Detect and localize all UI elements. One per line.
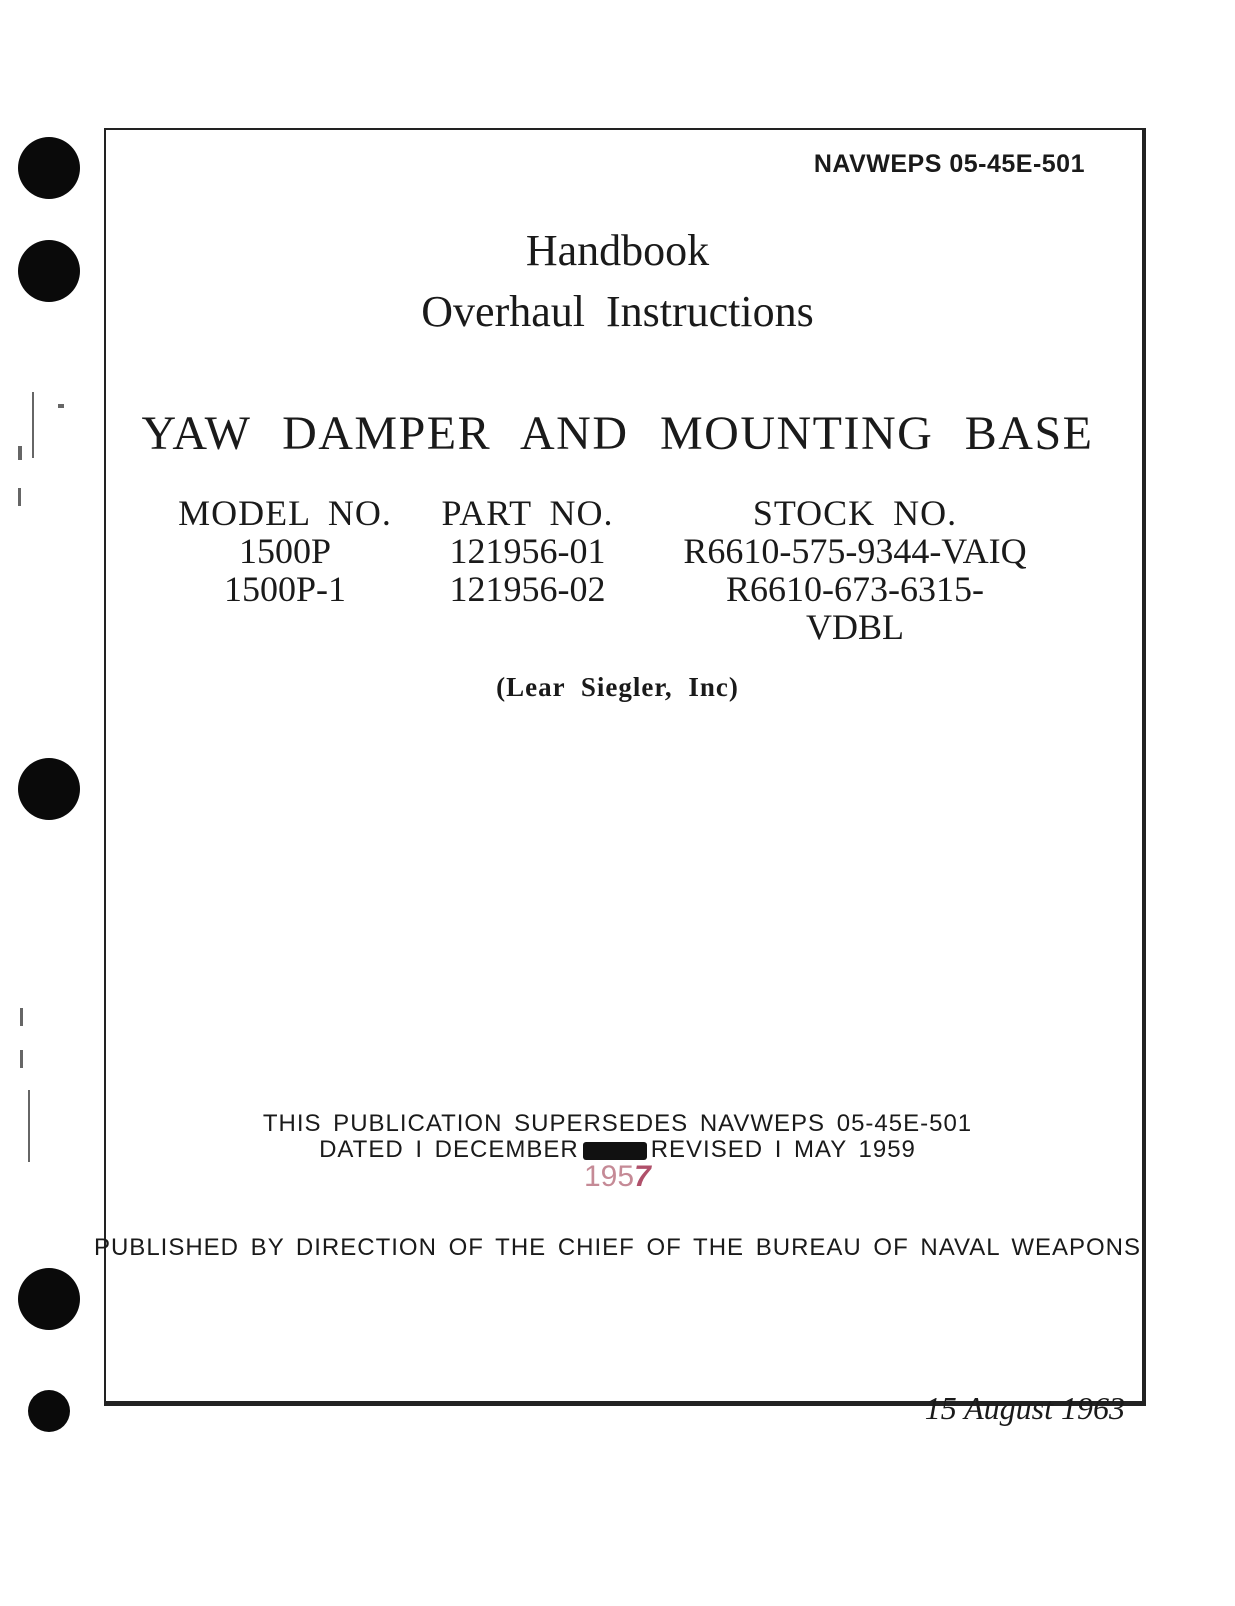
part-value: 121956-02 <box>449 569 606 609</box>
supersedes-revised: REVISED I MAY 1959 <box>650 1136 916 1163</box>
model-header: MODEL NO. <box>178 493 392 533</box>
binder-hole <box>18 758 80 820</box>
stock-column <box>680 494 1030 646</box>
stock-value: R6610-575-9344-VAIQ <box>683 531 1027 571</box>
supersedes-notice: THIS PUBLICATION SUPERSEDES NAVWEPS 05-45E-501 <box>262 1110 973 1137</box>
handwritten-year-digits: 195 <box>584 1160 635 1193</box>
handwritten-year <box>584 1160 651 1194</box>
published-by: PUBLISHED BY DIRECTION OF THE CHIEF OF THE BUREAU OF NAVAL WEAPONS <box>93 1234 1142 1261</box>
supersedes-dated: DATED I DECEMBER <box>319 1136 579 1163</box>
part-header: PART NO. <box>441 493 614 533</box>
scan-mark <box>20 1050 23 1068</box>
main-title: YAW DAMPER AND MOUNTING BASE <box>141 407 1094 460</box>
handwritten-year-correction: 7 <box>634 1160 651 1193</box>
binder-hole <box>18 1268 80 1330</box>
stock-header: STOCK NO. <box>752 493 958 533</box>
struck-year-mark <box>583 1142 647 1160</box>
part-value: 121956-01 <box>449 531 606 571</box>
title-overhaul-instructions: Overhaul Instructions <box>421 287 814 336</box>
publication-date: 15 August 1963 <box>924 1390 1125 1426</box>
stock-value: R6610-673-6315-VDBL <box>726 569 984 647</box>
model-value: 1500P <box>238 531 332 571</box>
model-value: 1500P-1 <box>223 569 346 609</box>
document-number: NAVWEPS 05-45E-501 <box>813 150 1085 178</box>
scan-mark <box>20 1008 23 1026</box>
part-column <box>420 494 635 608</box>
binder-hole <box>28 1390 70 1432</box>
model-column <box>170 494 400 608</box>
binder-hole <box>18 137 80 199</box>
manufacturer: (Lear Siegler, Inc) <box>496 672 739 702</box>
scan-mark <box>18 488 21 506</box>
title-handbook: Handbook <box>525 226 710 275</box>
